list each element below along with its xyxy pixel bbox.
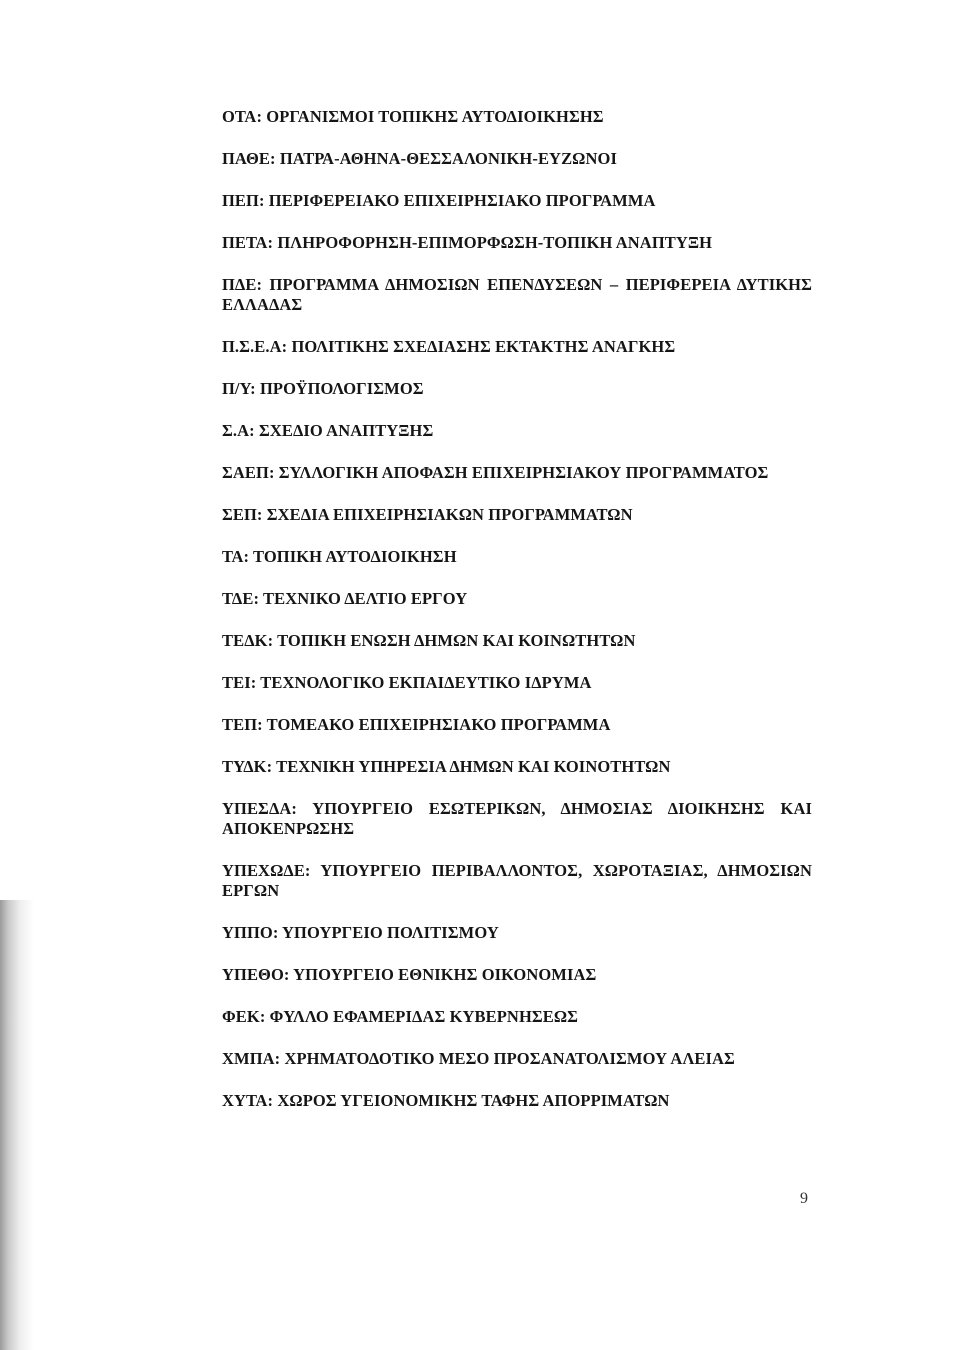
abbreviation-entry: ΣΑΕΠ: ΣΥΛΛΟΓΙΚΗ ΑΠΟΦΑΣΗ ΕΠΙΧΕΙΡΗΣΙΑΚΟΥ ΠΡΟΓΡΑΜΜΑΤΟΣ [222,463,769,482]
abbreviation-entry: ΤΕΠ: ΤΟΜΕΑΚΟ ΕΠΙΧΕΙΡΗΣΙΑΚΟ ΠΡΟΓΡΑΜΜΑ [222,715,611,734]
abbreviation-entry: Σ.Α: ΣΧΕΔΙΟ ΑΝΑΠΤΥΞΗΣ [222,421,434,440]
abbreviation-entry: ΥΠΠΟ: ΥΠΟΥΡΓΕΙΟ ΠΟΛΙΤΙΣΜΟΥ [222,923,499,942]
abbreviation-entry: ΥΠΕΣΔΑ: ΥΠΟΥΡΓΕΙΟ ΕΣΩΤΕΡΙΚΩΝ, ΔΗΜΟΣΙΑΣ ΔΙΟΙΚΗΣΗΣ ΚΑΙ ΑΠΟΚΕΝΡΩΣΗΣ [222,799,812,838]
abbreviation-entry: ΟΤΑ: ΟΡΓΑΝΙΣΜΟΙ ΤΟΠΙΚΗΣ ΑΥΤΟΔΙΟΙΚΗΣΗΣ [222,107,604,126]
page-number: 9 [800,1190,808,1207]
abbreviation-entry: ΥΠΕΘΟ: ΥΠΟΥΡΓΕΙΟ ΕΘΝΙΚΗΣ ΟΙΚΟΝΟΜΙΑΣ [222,965,597,984]
abbreviation-entry: ΤΑ: ΤΟΠΙΚΗ ΑΥΤΟΔΙΟΙΚΗΣΗ [222,547,457,566]
abbreviation-entry: ΦΕΚ: ΦΥΛΛΟ ΕΦΑΜΕΡΙΔΑΣ ΚΥΒΕΡΝΗΣΕΩΣ [222,1007,579,1026]
abbreviation-entry: ΧΜΠΑ: ΧΡΗΜΑΤΟΔΟΤΙΚΟ ΜΕΣΟ ΠΡΟΣΑΝΑΤΟΛΙΣΜΟΥ ΑΛΕΙΑΣ [222,1049,735,1068]
abbreviation-entry: ΤΕΔΚ: ΤΟΠΙΚΗ ΕΝΩΣΗ ΔΗΜΩΝ ΚΑΙ ΚΟΙΝΩΤΗΤΩΝ [222,631,636,650]
abbreviation-entry: Π/Υ: ΠΡΟΫΠΟΛΟΓΙΣΜΟΣ [222,379,424,398]
abbreviation-entry: ΠΔΕ: ΠΡΟΓΡΑΜΜΑ ΔΗΜΟΣΙΩΝ ΕΠΕΝΔΥΣΕΩΝ – ΠΕΡΙΦΕΡΕΙΑ ΔΥΤΙΚΗΣ ΕΛΛΑΔΑΣ [222,275,812,314]
abbreviation-entry: Π.Σ.Ε.Α: ΠΟΛΙΤΙΚΗΣ ΣΧΕΔΙΑΣΗΣ ΕΚΤΑΚΤΗΣ ΑΝΑΓΚΗΣ [222,337,676,356]
abbreviation-entry: ΣΕΠ: ΣΧΕΔΙΑ ΕΠΙΧΕΙΡΗΣΙΑΚΩΝ ΠΡΟΓΡΑΜΜΑΤΩΝ [222,505,633,524]
abbreviation-entry: ΠΕΠ: ΠΕΡΙΦΕΡΕΙΑΚΟ ΕΠΙΧΕΙΡΗΣΙΑΚΟ ΠΡΟΓΡΑΜΜΑ [222,191,656,210]
abbreviation-list [222,107,812,1133]
abbreviation-entry: ΠΑΘΕ: ΠΑΤΡΑ-ΑΘΗΝΑ-ΘΕΣΣΑΛΟΝΙΚΗ-ΕΥΖΩΝΟΙ [222,149,617,168]
abbreviation-entry: ΤΥΔΚ: ΤΕΧΝΙΚΗ ΥΠΗΡΕΣΙΑ ΔΗΜΩΝ ΚΑΙ ΚΟΙΝΟΤΗΤΩΝ [222,757,671,776]
abbreviation-entry: ΥΠΕΧΩΔΕ: ΥΠΟΥΡΓΕΙΟ ΠΕΡΙΒΑΛΛΟΝΤΟΣ, ΧΩΡΟΤΑΞΙΑΣ, ΔΗΜΟΣΙΩΝ ΕΡΓΩΝ [222,861,812,900]
abbreviation-entry: ΧΥΤΑ: ΧΩΡΟΣ ΥΓΕΙΟΝΟΜΙΚΗΣ ΤΑΦΗΣ ΑΠΟΡΡΙΜΑΤΩΝ [222,1091,670,1110]
abbreviation-entry: ΤΔΕ: ΤΕΧΝΙΚΟ ΔΕΛΤΙΟ ΕΡΓΟΥ [222,589,468,608]
abbreviation-entry: ΠΕΤΑ: ΠΛΗΡΟΦΟΡΗΣΗ-ΕΠΙΜΟΡΦΩΣΗ-ΤΟΠΙΚΗ ΑΝΑΠΤΥΞΗ [222,233,713,252]
scan-shadow-edge [0,900,34,1350]
abbreviation-entry: ΤΕΙ: ΤΕΧΝΟΛΟΓΙΚΟ ΕΚΠΑΙΔΕΥΤΙΚΟ ΙΔΡΥΜΑ [222,673,592,692]
